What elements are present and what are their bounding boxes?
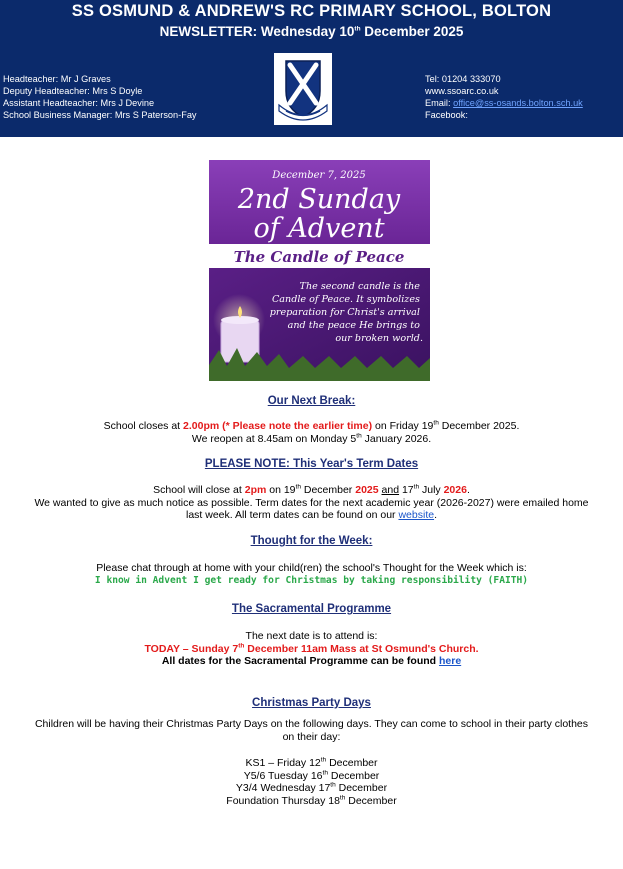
party-line2: on their day: bbox=[282, 730, 341, 743]
advent-title-line1: 2nd Sunday bbox=[237, 184, 401, 215]
facebook-label: Facebook: bbox=[425, 110, 468, 120]
sacramental-section bbox=[0, 603, 623, 616]
website-address[interactable]: www.ssoarc.co.uk bbox=[425, 86, 499, 96]
term-dates-line2: We wanted to give as much notice as possible. Term dates for the next academic year (2026-2027) were emailed home bbox=[34, 496, 589, 509]
email-line: Email: office@ss-osands.bolton.sch.uk bbox=[425, 98, 583, 108]
newsletter-date: NEWSLETTER: Wednesday 10th December 2025 bbox=[159, 24, 464, 39]
term-dates-line1: School will close at 2pm on 19th December 2025 and 17th July 2026. bbox=[153, 483, 470, 496]
staff-list bbox=[3, 73, 197, 121]
school-logo bbox=[274, 53, 332, 125]
website-link[interactable]: website bbox=[398, 509, 435, 521]
staff-headteacher: Headteacher: Mr J Graves bbox=[3, 74, 111, 84]
sacramental-here-link[interactable]: here bbox=[438, 655, 462, 667]
party-body bbox=[0, 718, 623, 743]
advent-body: The second candle is the Candle of Peace. It symbolizes preparation for Christ's arrival and the peace He brings to our broken world. bbox=[269, 281, 423, 344]
party-section bbox=[0, 697, 623, 710]
thought-heading: Thought for the Week: bbox=[250, 535, 373, 547]
school-name: SS OSMUND & ANDREW'S RC PRIMARY SCHOOL, BOLTON bbox=[71, 2, 552, 20]
term-dates-heading: PLEASE NOTE: This Year's Term Dates bbox=[204, 458, 419, 470]
staff-deputy: Deputy Headteacher: Mrs S Doyle bbox=[3, 86, 143, 96]
next-break-section bbox=[0, 395, 623, 408]
thought-body bbox=[0, 562, 623, 587]
party-day-y34: Y3/4 Wednesday 17th December bbox=[235, 781, 388, 794]
party-day-ks1: KS1 – Friday 12th December bbox=[245, 756, 378, 769]
sacramental-line1: The next date is to attend is: bbox=[245, 630, 378, 642]
next-break-line2: We reopen at 8.45am on Monday 5th January 2026. bbox=[191, 432, 432, 445]
advent-date: December 7, 2025 bbox=[272, 170, 366, 181]
term-dates-line3: last week. All term dates can be found on our website. bbox=[186, 509, 437, 521]
sacramental-line3: All dates for the Sacramental Programme can be found here bbox=[161, 655, 462, 667]
sacramental-line2: TODAY – Sunday 7th December 11am Mass at St Osmund's Church. bbox=[144, 642, 479, 655]
term-dates-body bbox=[0, 484, 623, 522]
party-day-foundation: Foundation Thursday 18th December bbox=[226, 794, 397, 807]
staff-business-manager: School Business Manager: Mrs S Paterson-Fay bbox=[3, 110, 197, 120]
party-day-y56: Y5/6 Tuesday 16th December bbox=[243, 769, 380, 782]
next-break-heading: Our Next Break: bbox=[267, 395, 356, 407]
sacramental-heading: The Sacramental Programme bbox=[231, 603, 392, 615]
term-dates-section bbox=[0, 458, 623, 471]
thought-line1: Please chat through at home with your child(ren) the school's Thought for the Week which is: bbox=[96, 562, 527, 574]
telephone: Tel: 01204 333070 bbox=[425, 74, 501, 84]
party-heading: Christmas Party Days bbox=[252, 697, 371, 709]
next-break-line1: School closes at 2.00pm (* Please note the earlier time) on Friday 19th December 2025. bbox=[103, 419, 520, 432]
advent-graphic bbox=[209, 160, 430, 381]
next-break-body bbox=[0, 420, 623, 445]
header-banner bbox=[0, 0, 623, 137]
advent-subtitle: The Candle of Peace bbox=[233, 248, 405, 266]
contact-details bbox=[425, 73, 583, 121]
email-link[interactable]: office@ss-osands.bolton.sch.uk bbox=[453, 98, 583, 108]
party-line1: Children will be having their Christmas Party Days on the following days. They can come to school in their party clothes bbox=[34, 718, 589, 730]
thought-quote: I know in Advent I get ready for Christmas by taking responsibility (FAITH) bbox=[94, 574, 529, 586]
thought-section bbox=[0, 535, 623, 548]
staff-assistant: Assistant Headteacher: Mrs J Devine bbox=[3, 98, 155, 108]
sacramental-body bbox=[0, 630, 623, 668]
advent-title-line2: of Advent bbox=[253, 213, 385, 244]
party-days-list bbox=[0, 757, 623, 807]
school-crest-icon bbox=[274, 53, 332, 125]
